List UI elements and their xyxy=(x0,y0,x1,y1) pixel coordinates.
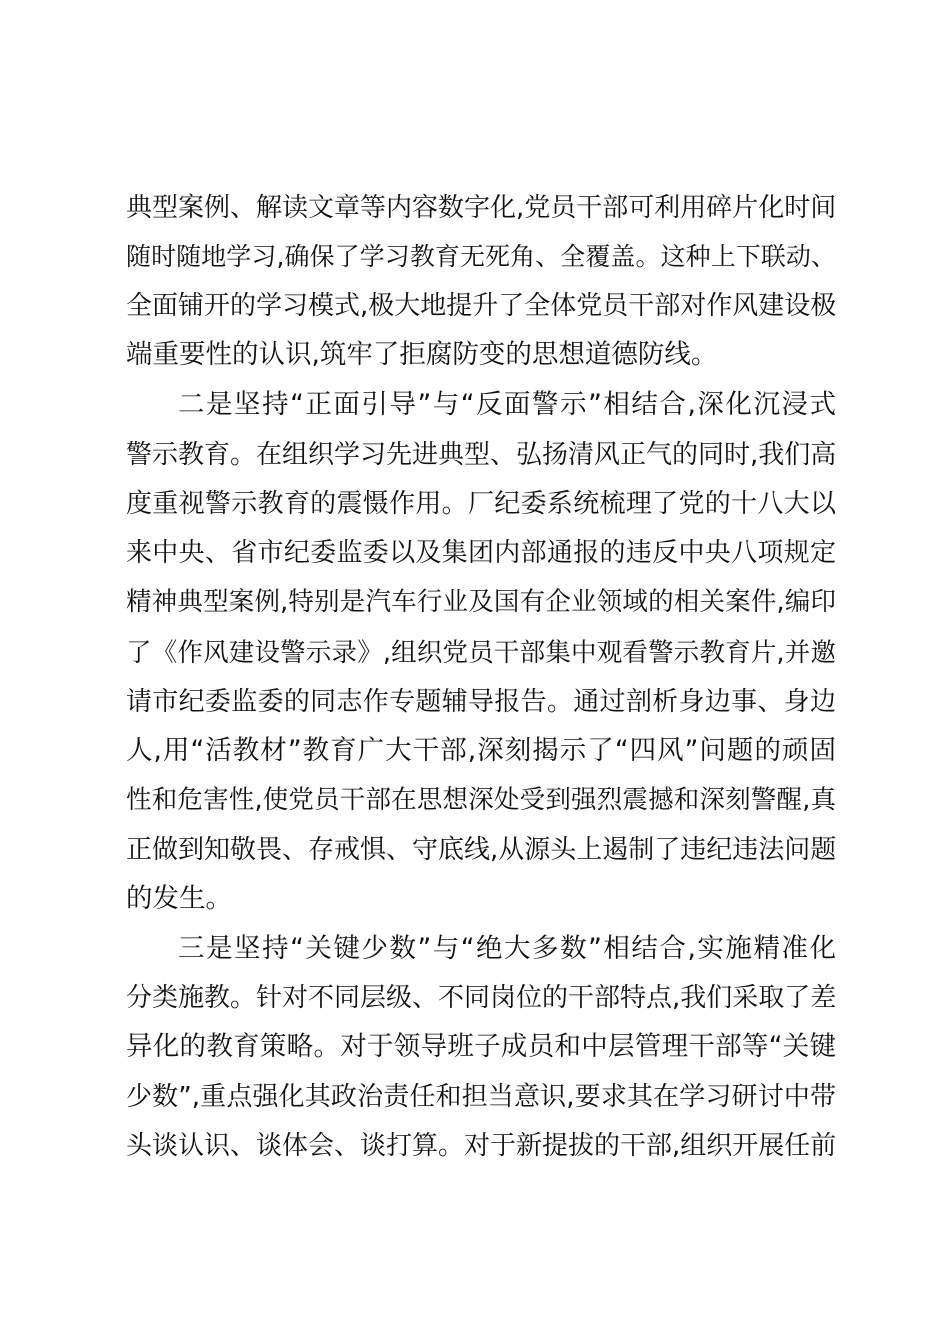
text-line: 二是坚持“正面引导”与“反面警示”相结合,深化沉浸式 xyxy=(178,389,836,420)
text-line: 性和危害性,使党员干部在思想深处受到强烈震撼和深刻警醒,真 xyxy=(126,785,836,815)
text-line: 头谈认识、谈体会、谈打算。对于新提拔的干部,组织开展任前 xyxy=(126,1131,837,1161)
text-line: 三是坚持“关键少数”与“绝大多数”相结合,实施精准化 xyxy=(178,933,836,964)
text-line: 端重要性的认识,筑牢了拒腐防变的思想道德防线。 xyxy=(126,339,718,370)
text-line: 正做到知敬畏、存戒惧、守底线,从源头上遏制了违纪违法问题 xyxy=(126,835,837,865)
text-line: 少数”,重点强化其政治责任和担当意识,要求其在学习研讨中带 xyxy=(126,1082,836,1112)
text-line: 请市纪委监委的同志作专题辅导报告。通过剖析身边事、身边 xyxy=(126,687,836,717)
text-line: 分类施教。针对不同层级、不同岗位的干部特点,我们采取了差 xyxy=(126,983,837,1013)
text-line: 异化的教育策略。对于领导班子成员和中层管理干部等“关键 xyxy=(126,1031,836,1062)
text-line: 人,用“活教材”教育广大干部,深刻揭示了“四风”问题的顽固 xyxy=(126,735,836,766)
text-line: 度重视警示教育的震慑作用。厂纪委系统梳理了党的十八大以 xyxy=(126,489,836,519)
text-line: 精神典型案例,特别是汽车行业及国有企业领域的相关案件,编印 xyxy=(126,587,836,617)
text-line: 来中央、省市纪委监委以及集团内部通报的违反中央八项规定 xyxy=(126,538,836,568)
text-line: 警示教育。在组织学习先进典型、弘扬清风正气的同时,我们高 xyxy=(126,440,837,470)
text-line: 随时随地学习,确保了学习教育无死角、全覆盖。这种上下联动、 xyxy=(126,242,836,271)
text-line: 全面铺开的学习模式,极大地提升了全体党员干部对作风建设极 xyxy=(126,291,837,321)
text-line: 典型案例、解读文章等内容数字化,党员干部可利用碎片化时间 xyxy=(126,193,837,223)
text-line: 了《作风建设警示录》,组织党员干部集中观看警示教育片,并邀 xyxy=(126,638,836,668)
text-line: 的发生。 xyxy=(126,883,232,914)
